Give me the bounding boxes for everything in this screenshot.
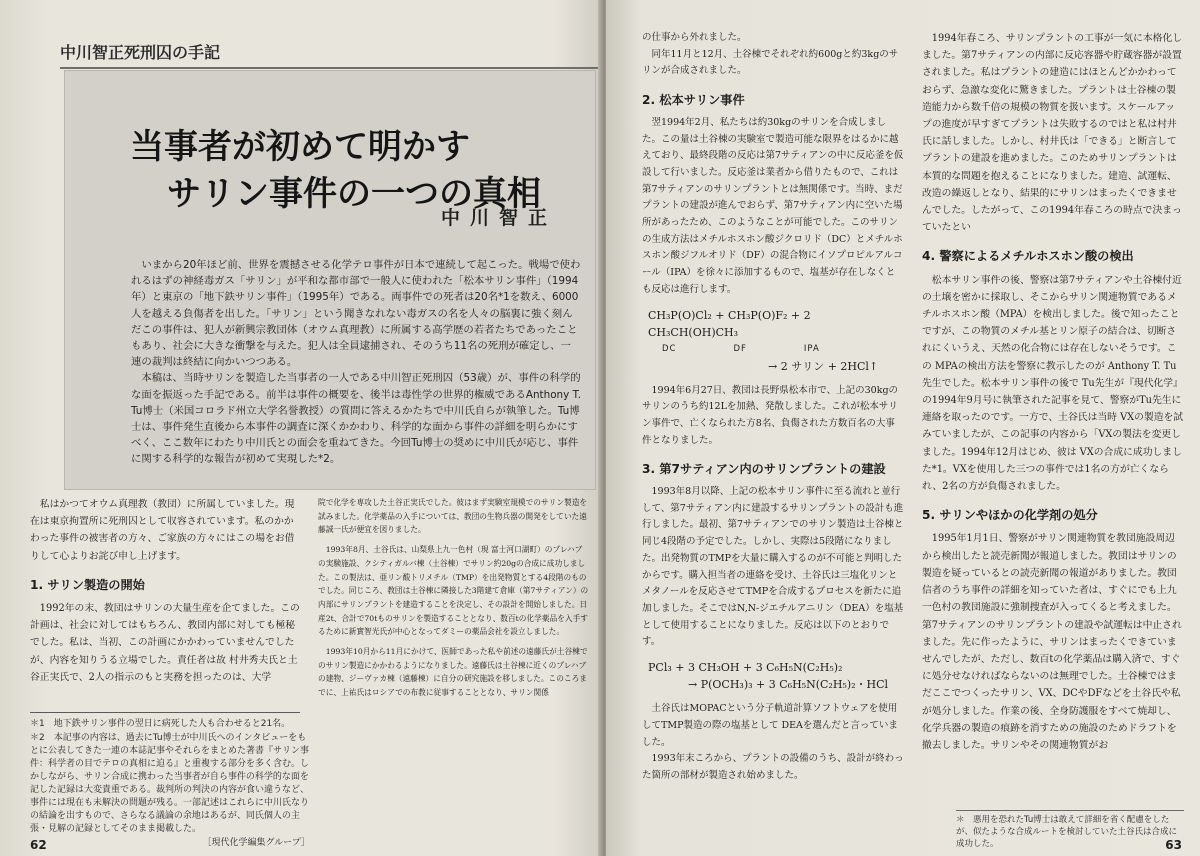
lead-paragraph (131, 257, 581, 468)
series-header: 中川智正死刑囚の手記 (60, 40, 600, 69)
section-3-heading: 3. 第7サティアン内のサリンプラントの建設 (642, 462, 886, 477)
equation-1-labels: DC DF IPA (662, 343, 820, 354)
col3-p4: 1993年末ころから、プラントの設備のうち、設計が終わった箇所の部材が製造され始めました。 (642, 753, 904, 781)
equation-2-line-1: PCl₃ + 3 CH₃OH + 3 C₆H₅N(C₂H₅)₂ (648, 661, 843, 675)
section-2-heading: 2. 松本サリン事件 (642, 93, 745, 108)
section-1-body: 1992年の末、教団はサリンの大量生産を企てました。この計画は、社会に対してはもちろん、教団内部に対しても極秘でした。私は、当初、この計画にかかわっていませんでしたが、内容を知りうる立場でした。責任者は故 村井秀夫氏と土谷正実氏で、2人の指示のもと実務を担ったのは、大学 (30, 603, 300, 683)
column-4 (922, 30, 1184, 754)
section-5-body: 1995年1月1日、警察がサリン関連物質を教団施設周辺から検出したと読売新聞が報道しました。教団はサリンの製造を疑っているとの読売新聞の報道がありました。教団信者のうち事件の詳細を知っていた者は、すぐにでも上九一色村の教団施設に強制捜査が入ってくると考えました。第7サティアンのサリンプラントの建設や試運転は中止されました。先に作ったように、サリンはまったくできていませんでしたが、ただし、数百tの化学薬品は購入済で、すぐに処分せなければならないのは無理でした。土谷棟ではまだここでつくったサリン、VX、DCやDFなどを土谷氏や私が処分しました。作業の後、全身防護服をすべて焼却し、化学兵器の製造の痕跡を消すための施設のためドラフトを撤去しました。サリンやその関連物質がお (922, 533, 1182, 751)
intro-paragraph: 私はかつてオウム真理教（教団）に所属していました。現在は東京拘置所に死刑囚として収容されています。私のかかわった事件の被害者の方々、ご家族の方々にはこの場をお借りして心よりお詫び申し上げます。 (30, 499, 295, 562)
section-5-heading: 5. サリンやほかの化学剤の処分 (922, 508, 1098, 523)
section-4-heading: 4. 警察によるメチルホスホン酸の検出 (922, 249, 1134, 264)
equation-2 (648, 659, 904, 693)
column-3 (642, 30, 904, 785)
article-title-line-1: 当事者が初めて明かす (130, 127, 470, 167)
right-page (606, 0, 1200, 856)
col3-p1: 同年11月と12月、土谷棟でそれぞれ約600gと約3kgのサリンが合成されました。 (642, 48, 899, 77)
footnote-2: ＊2 本記事の内容は、過去にTu博士が中川氏へのインタビューをもとに公表してきた一連の本誌記事やそれらをまとめた著書『サリン事件：科学者の目でテロの真相に迫る』と重複する部分を多く含む。しかしながら、サリン合成に携わった当事者が自ら事件の科学的な面を記した記録は大変貴重である。裁判所の判決の内容が食い違うなど、事件には現在も未解決の問題が残る。一部記述はこれらに中川氏なりの結論を出すもので、さらなる議論の余地はあるが、同氏個人の主張・見解の記録としてそのまま掲載した。 (30, 733, 310, 834)
section-2-body: 翌1994年2月、私たちは約30kgのサリンを合成しました。この量は土谷棟の実験室で製造可能な限界をはるかに越えており、最終段階の反応は第7サティアンの中に反応釜を仮設して行いました。反応釜は業者から借りたもので、これは第7サティアンのサリンプラントとは無関係です。当時、まだプラントの建設が進んでおらず、第7サティアン内に空いた場所があったため、このようなことが可能でした。このサリンの生成方法はメチルホスホン酸ジクロリド（DC）とメチルホスホン酸ジフルオリド（DF）の混合物にイソプロピルアルコール（IPA）を徐々に添加するもので、塩基が存在しなくとも反応は進行します。 (642, 116, 904, 295)
col2-p3: 1993年10月から11月にかけて、医師であった私や前述の遠藤氏が土谷棟でのサリン製造にかかわるようになりました。遠藤氏は土谷棟に近くのプレハブの建物、ジーヴァカ棟（遠藤棟）に自分の研究施設を移しました。このころまでに、上祐氏はロシアでの布教に従事することとなり、サリン関係 (318, 647, 588, 698)
footnote-1: ＊1 地下鉄サリン事件の翌日に病死した人も合わせると21名。 (30, 719, 291, 729)
article-title-line-2: サリン事件の一つの真相 (167, 174, 541, 214)
col4-p1: 1994年春ころ、サリンプラントの工事が一気に本格化しました。第7サティアンの内部に反応容器や貯蔵容器が設置されました。私はプラントの建造にはほとんどかかわっておらず、急激な変化に驚きました。プラントは土谷棟の製造能力から数千倍の規模の物質を扱います。スケールアップの進度が早すぎてプラントは失敗するのではと私は村井氏に話しました。しかし、村井氏は「できる」と断言してプラントの建設を進めました。このためサリンプラントは本質的な問題を抱えることになりました。建造、試運転、改造の繰返しとなり、結果的にサリンはまったくできませんでした。したがって、この1994年春ころの時点で決まっていたとい (922, 33, 1183, 234)
col3-p2: 1994年6月27日、教団は長野県松本市で、上記の30kgのサリンのうち約12Lを加熱、発散しました。これが松本サリン事件で、亡くなられた方8名、負傷された方数百名の大事件となりました。 (642, 384, 899, 446)
column-1 (30, 496, 302, 686)
footnote-rule (30, 712, 300, 713)
col3-p0: の仕事から外れました。 (642, 32, 747, 43)
col2-p1: 院で化学を専攻した土谷正実氏でした。彼はまず実験室規模でのサリン製造を試みました。化学薬品の入手については、教団の生物兵器の開発をしていた遠藤誠一氏が便宜を図りました。 (318, 498, 588, 535)
equation-2-line-2: → P(OCH₃)₃ + 3 C₆H₅N(C₂H₅)₂・HCl (688, 678, 889, 692)
section-3-body: 1993年8月以降、上記の松本サリン事件に至る流れと並行して、第7サティアン内に建設するサリンプラントの設計も進行しました。最初、第7サティアンでのサリン製造は土谷棟と同じ4段階の予定でした。しかし、実際は5段階になりました。出発物質のTMPを大量に購入するのが不可能と判明したからです。購入担当者の連絡を受け、土谷氏は三塩化リンとメタノールを反応させてTMPを合成するプロセスを新たに追加しました。そこではN,N-ジエチルアニリン（DEA）を塩基として使用することになりました。反応は以下のとおりです。 (642, 486, 904, 648)
section-1-heading: 1. サリン製造の開始 (30, 577, 145, 592)
page-number-right: 63 (1165, 838, 1182, 852)
section-4-body: 松本サリン事件の後、警察は第7サティアンや土谷棟付近の土壌を密かに採取し、そこからサリン関連物質であるメチルホスホン酸（MPA）を検出しました。後で知ったことですが、この物質のメチル基とリン原子の結合は、切断されにくいうえ、天然の化合物には存在しないそうです。この MPAの検出方法を警察に教示したのが Anthony T. Tu先生でした。松本サリン事件の後で Tu先生が『現代化学』の1994年9月号に執筆された記事を見て、警察がTu先生に連絡を取ったのです。一方で、土谷氏は当時 VXの製造を試みていましたが、この記事の内容から「VXの製法を変更しました。1994年12月はじめ、彼は VXの合成に成功しました*1。VXを使用した三つの事件では1名の方が亡くなられ、2名の方が負傷されました。 (922, 274, 1184, 493)
col2-p2: 1993年8月、土谷氏は、山梨県上九一色村（現 富士河口湖町）のプレハブの実験施設、クシティガルバ棟（土谷棟）でサリン約20gの合成に成功しました。この製法は、亜リン酸トリメチル（TMP）を出発物質とする4段階のものでした。同じころ、教団は土谷棟に隣接した3階建て倉庫（第7サティアン）の内部にサリンプラントを建造することを決定し、その設計を開始しました。日産2t、合計で70tものサリンを製造することとなり、数百tの化学薬品を入手するために新實智光氏が中心となってダミーの薬品会社を設立しました。 (318, 545, 589, 637)
equation-1-line-2: → 2 サリン + 2HCl↑ (768, 359, 879, 373)
column-2 (318, 496, 590, 700)
page-number-left: 62 (30, 838, 47, 852)
author-name: 中川智正 (440, 207, 557, 229)
lead-p2: 本稿は、当時サリンを製造した当事者の一人である中川智正死刑囚（53歳）が、事件の科学的な面を振返った手記である。前半は事件の概要を、後半は毒性学の世界的権威であるAnthony T. Tu博士（米国コロラド州立大学名誉教授）の質問に答えるかたちで中川氏自らが執筆した。Tu博士は、事件発生直後から本事件の調査に深くかかわり、科学的な面から事件の詳細を明らかにすべく、ここ数年にわたり中川氏との面会を重ねてきた。今回Tu博士の奨めに中川氏が応じ、事件に関する科学的な報告が初めて実現した*2。 (131, 372, 582, 466)
equation-1 (648, 307, 904, 375)
footnote-credit: ［現代化学編集グループ］ (202, 838, 310, 848)
footnotes (30, 718, 310, 851)
col3-p3: 土谷氏はMOPACという分子軌道計算ソフトウェアを使用してTMP製造の際の塩基として DEAを選んだと言っていました。 (642, 703, 898, 748)
title-box (64, 70, 596, 490)
lead-p1: いまから20年ほど前、世界を震撼させる化学テロ事件が日本で連続して起こった。戦場で使われるはずの神経毒ガス「サリン」が平和な都市部で一般人に使われた「松本サリン事件」（1994年）と東京の「地下鉄サリン事件」（1995年）である。両事件での死者は20名*1を数え、6000人を越える負傷者を出した。「サリン」という聞きなれない毒ガスの名を人々の脳裏に強く刻んだこの事件は、犯人が新興宗教団体（オウム真理教）に所属する高学歴の若者たちであったこともあり、社会に大きな衝撃を与えた。犯人は全員逮捕され、そのうち11名の死刑が確定し、一連の裁判は終結に向かいつつある。 (131, 259, 581, 369)
right-footnote: ＊ 悪用を恐れたTu博士は敢えて詳細を省く配慮をしたが、似たような合成ルートを検討していた土谷氏は合成に成功した。 (956, 810, 1184, 850)
equation-1-line-1: CH₃P(O)Cl₂ + CH₃P(O)F₂ + 2 CH₃CH(OH)CH₃ (648, 308, 811, 339)
